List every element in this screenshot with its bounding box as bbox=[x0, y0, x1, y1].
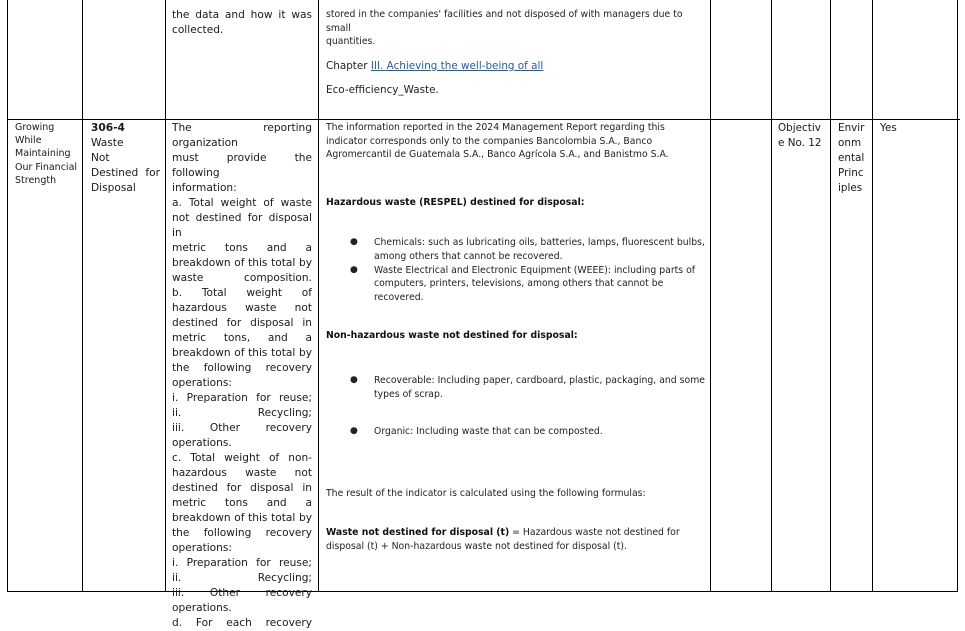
principle-line: Envir bbox=[838, 122, 865, 134]
req-op-line: iii. Other recovery bbox=[172, 422, 312, 434]
chapter-reference bbox=[326, 60, 708, 74]
topic-line: While bbox=[15, 135, 42, 147]
req-b-line: breakdown of this total by bbox=[172, 347, 312, 359]
list-item bbox=[326, 236, 706, 263]
list-item bbox=[326, 374, 706, 401]
chapter-prefix: Chapter bbox=[326, 59, 368, 72]
req-c-line: c. Total weight of non- bbox=[172, 452, 312, 464]
formula-label: Waste not destined for disposal (t) bbox=[326, 527, 510, 539]
req-a-line: a. Total weight of waste bbox=[172, 197, 312, 209]
list-item bbox=[326, 264, 706, 305]
nonhazardous-item: Organic: Including waste that can be composted. bbox=[374, 426, 603, 438]
chapter-link[interactable]: III. Achieving the well-being of all bbox=[370, 59, 544, 72]
sdg-objective bbox=[778, 121, 830, 151]
col-divider-6 bbox=[830, 0, 831, 592]
col-divider-7 bbox=[872, 0, 873, 592]
req-c-line: hazardous waste not bbox=[172, 467, 312, 479]
disclosure-code: 306-4 bbox=[91, 122, 125, 134]
topic-line: Strength bbox=[15, 174, 57, 186]
principle-line: Princ bbox=[838, 167, 864, 179]
disclosure-title-line: Not bbox=[91, 152, 110, 164]
req-d-line: d. For each recovery bbox=[172, 617, 312, 629]
col-divider-4 bbox=[710, 0, 711, 592]
col-divider-3 bbox=[318, 0, 319, 592]
formula-intro: The result of the indicator is calculated using the following formulas: bbox=[326, 487, 646, 499]
global-compact-principles bbox=[838, 121, 872, 196]
prev-requirement-tail bbox=[172, 8, 312, 38]
bullet-icon: ● bbox=[350, 426, 358, 437]
table-border-bottom bbox=[7, 591, 958, 592]
req-c-line: the following recovery bbox=[172, 527, 312, 539]
req-b-line: destined for disposal in bbox=[172, 317, 312, 329]
response-text bbox=[326, 121, 706, 589]
table-border-right bbox=[957, 0, 958, 592]
hazardous-item: Waste Electrical and Electronic Equipment (WEEE): including parts of computers, printers, televisions, among others that cannot be recovered. bbox=[374, 264, 696, 303]
req-op-line: ii. Recycling; bbox=[172, 407, 312, 419]
disclosure-title-line: Disposal bbox=[91, 182, 136, 194]
disclosure-first-line bbox=[91, 121, 160, 151]
sdg-line: e No. 12 bbox=[778, 137, 822, 149]
col-divider-1 bbox=[82, 0, 83, 592]
formula-expression: = Hazardous waste not destined for disposal (t) + Non-hazardous waste not destined for disposal (t). bbox=[326, 527, 680, 552]
req-a-line: waste composition. bbox=[172, 272, 312, 284]
section-reference: Eco-efficiency_Waste. bbox=[326, 84, 439, 97]
sdg-line: Objectiv bbox=[778, 122, 821, 134]
req-a-line: breakdown of this total by bbox=[172, 257, 312, 269]
req-b-line: operations: bbox=[172, 377, 232, 389]
req-a-line: not destined for disposal in bbox=[172, 212, 312, 239]
req-c-line: operations: bbox=[172, 542, 232, 554]
hazardous-item: Chemicals: such as lubricating oils, batteries, lamps, fluorescent bulbs, among others that cannot be recovered. bbox=[374, 237, 705, 262]
bullet-icon: ● bbox=[350, 374, 358, 385]
req-line: The reporting organization bbox=[172, 122, 312, 149]
req-c-line: metric tons and a bbox=[172, 497, 312, 509]
req-b-line: the following recovery bbox=[172, 362, 312, 374]
req-b-line: b. Total weight of bbox=[172, 287, 312, 299]
row-divider bbox=[7, 119, 960, 120]
response-intro: The information reported in the 2024 Management Report regarding this indicator corresponds only to the companies Bancolombia S.A., Banco Agromercantil de Guatemala S.A., Banco Agrícola S.A., and Banistmo S.A. bbox=[326, 122, 669, 161]
col-divider-5 bbox=[771, 0, 772, 592]
req-op-line: operations. bbox=[172, 602, 232, 614]
requirement-text bbox=[172, 121, 312, 629]
req-line: must provide the following bbox=[172, 152, 312, 179]
col-divider-2 bbox=[165, 0, 166, 592]
req-op-line: i. Preparation for reuse; bbox=[172, 392, 312, 404]
req-op-line: iii. Other recovery bbox=[172, 587, 312, 599]
external-verification bbox=[880, 121, 950, 136]
principle-line: ental bbox=[838, 152, 865, 164]
req-op-line: i. Preparation for reuse; bbox=[172, 557, 312, 569]
principle-line: onm bbox=[838, 137, 862, 149]
req-op-line: ii. Recycling; bbox=[172, 572, 312, 584]
nonhazardous-heading: Non-hazardous waste not destined for disposal: bbox=[326, 330, 578, 342]
verified-value: Yes bbox=[880, 122, 897, 134]
disclosure bbox=[91, 121, 160, 196]
req-b-line: hazardous waste not bbox=[172, 302, 312, 314]
req-line: information: bbox=[172, 182, 237, 194]
topic-line: Growing bbox=[15, 122, 55, 133]
nonhazardous-item: Recoverable: Including paper, cardboard, plastic, packaging, and some types of scrap. bbox=[374, 374, 705, 400]
prev-response-line: quantities. bbox=[326, 36, 376, 48]
disclosure-title-line: Destined for bbox=[91, 167, 160, 179]
req-op-line: operations. bbox=[172, 437, 232, 449]
prev-requirement-line: the data and how it was bbox=[172, 9, 312, 21]
prev-response-line: stored in the companies' facilities and not disposed of with managers due to small bbox=[326, 9, 683, 34]
topic-line: Maintaining bbox=[15, 148, 71, 160]
req-c-line: breakdown of this total by bbox=[172, 512, 312, 524]
prev-requirement-line: collected. bbox=[172, 24, 224, 36]
bullet-icon: ● bbox=[350, 264, 358, 275]
req-a-line: metric tons and a bbox=[172, 242, 312, 254]
formula bbox=[326, 526, 706, 553]
table-border-left bbox=[7, 0, 8, 592]
principle-line: iples bbox=[838, 182, 863, 194]
material-topic bbox=[15, 121, 81, 187]
disclosure-title-word: Waste bbox=[91, 137, 124, 149]
bullet-icon: ● bbox=[350, 237, 358, 248]
hazardous-heading: Hazardous waste (RESPEL) destined for disposal: bbox=[326, 196, 585, 208]
list-item bbox=[326, 425, 706, 439]
req-b-line: metric tons, and a bbox=[172, 332, 312, 344]
topic-line: Our Financial bbox=[15, 161, 78, 173]
prev-response bbox=[326, 8, 708, 98]
req-c-line: destined for disposal in bbox=[172, 482, 312, 494]
